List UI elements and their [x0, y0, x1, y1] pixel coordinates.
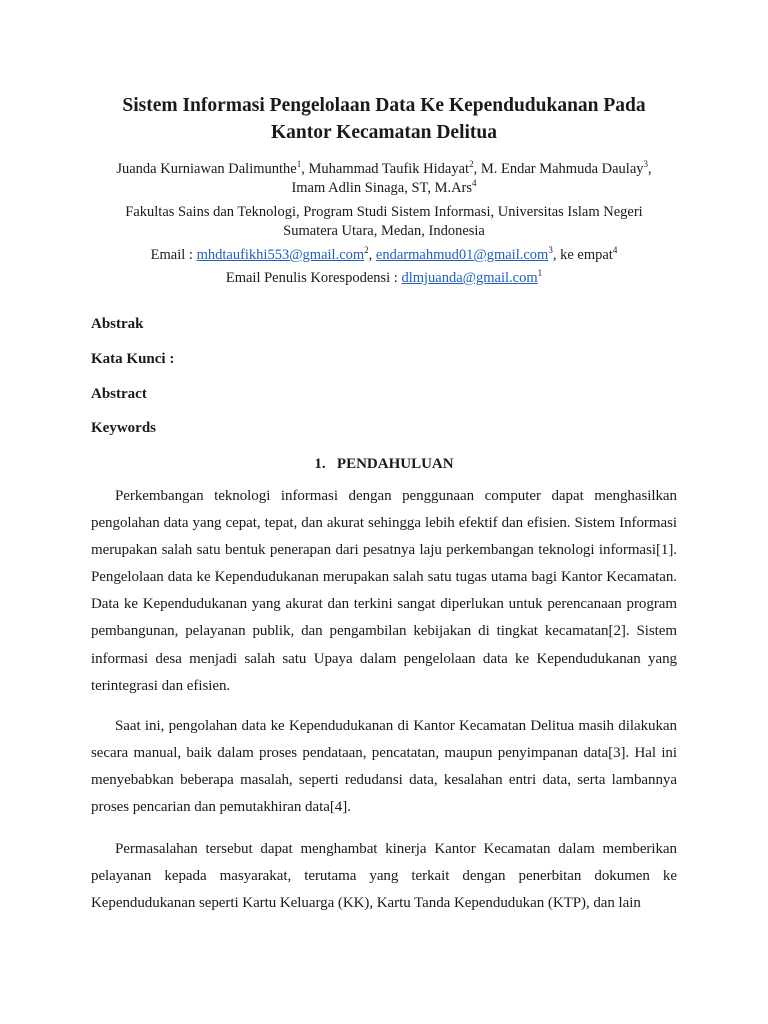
author-2-affil: 2: [469, 159, 474, 170]
author-separator: ,: [648, 161, 652, 177]
author-list: [60, 160, 708, 198]
corresponding-email: [60, 269, 708, 288]
title-line-1: Sistem Informasi Pengelolaan Data Ke Kependudukanan Pada: [122, 95, 646, 116]
paper-title: [60, 92, 708, 146]
author-line-2: [60, 179, 708, 198]
corresponding-affil: 1: [537, 268, 543, 279]
keywords-label: Keywords: [91, 420, 156, 436]
author-4-affil: 4: [472, 178, 477, 189]
affiliation-line-2: Sumatera Utara, Medan, Indonesia: [283, 223, 485, 239]
affiliation: [60, 203, 708, 241]
email-rest-affil: 4: [612, 245, 618, 256]
email-comma: ,: [368, 247, 376, 263]
corresponding-label: Email Penulis Korespodensi :: [225, 270, 402, 286]
abstract-label: Abstract: [91, 386, 147, 402]
author-emails: [60, 246, 708, 265]
paragraph-1: Perkembangan teknologi informasi dengan penggunaan computer dapat menghasilkan pengolahan data yang cepat, tepat, dan akurat sehingga lebih efektif dan efisien. Sistem Informasi merupakan salah satu bentuk penerapan dari pesatnya laju perkembangan teknologi informasi[1]. Pengelolaan data ke Kependudukanan merupakan salah satu tugas utama bagi Kantor Kecamatan. Data ke Kependudukanan yang akurat dan terkini sangat diperlukan untuk perencanaan program pembangunan, pelayanan publik, dan pengambilan kebijakan di tingkat kecamatan[2]. Sistem informasi desa menjadi salah satu Upaya dalam pengelolaan data ke Kependudukanan yang terintegrasi dan efisien.: [91, 488, 677, 694]
author-line-1: [60, 160, 708, 179]
author-4: Imam Adlin Sinaga, ST, M.Ars: [291, 180, 473, 196]
corresponding-email-link[interactable]: dlmjuanda@gmail.com: [401, 270, 538, 286]
section-heading: 1. PENDAHULUAN: [314, 456, 454, 472]
email-link-author-3[interactable]: endarmahmud01@gmail.com: [375, 247, 549, 263]
title-line-2: Kantor Kecamatan Delitua: [270, 122, 498, 143]
author-1: Juanda Kurniawan Dalimunthe: [116, 161, 297, 177]
author-3-affil: 3: [643, 159, 649, 170]
paragraph-3: Permasalahan tersebut dapat menghambat kinerja Kantor Kecamatan dalam memberikan pelayanan kepada masyarakat, terutama yang terkait dengan penerbitan dokumen ke Kependudukanan seperti Kartu Keluarga (KK), Kartu Tanda Kependudukan (KTP), dan lain: [91, 841, 677, 912]
email-label: Email :: [150, 247, 197, 263]
email-2-affil: 3: [548, 245, 553, 256]
author-2: , Muhammad Taufik Hidayat: [301, 161, 470, 177]
email-1-affil: 2: [364, 245, 369, 256]
affiliation-line-1: Fakultas Sains dan Teknologi, Program Studi Sistem Informasi, Universitas Islam Negeri: [125, 204, 643, 220]
email-link-author-2[interactable]: mhdtaufikhi553@gmail.com: [196, 247, 365, 263]
paragraph-2: Saat ini, pengolahan data ke Kependudukanan di Kantor Kecamatan Delitua masih dilakukan secara manual, baik dalam proses pendataan, pencatatan, maupun penyimpanan data[3]. Hal ini menyebabkan beberapa masalah, seperti redudansi data, kesalahan entri data, serta lambannya proses pencarian dan pemutakhiran data[4].: [91, 718, 677, 816]
author-3: , M. Endar Mahmuda Daulay: [473, 161, 644, 177]
email-rest: , ke empat: [552, 247, 613, 263]
author-1-affil: 1: [296, 159, 302, 170]
abstrak-label: Abstrak: [91, 316, 144, 332]
kata-kunci-label: Kata Kunci :: [91, 351, 175, 367]
